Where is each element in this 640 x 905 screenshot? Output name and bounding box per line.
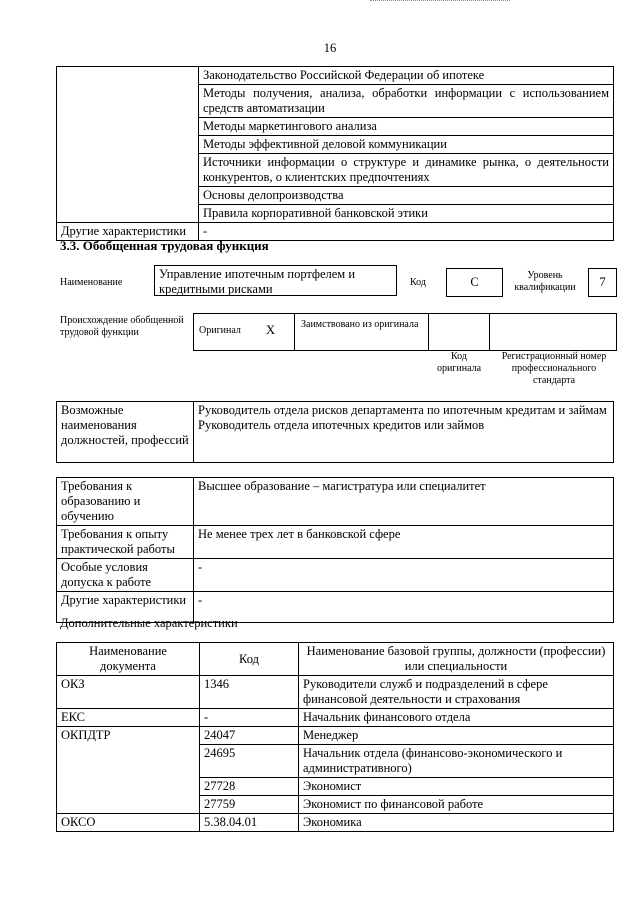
- doc-cell: [57, 796, 200, 814]
- doc-cell: ОКПДТР: [57, 727, 200, 745]
- borrowed-label: Заимствовано из оригинала: [301, 319, 419, 330]
- knowledge-row: Правила корпоративной банковской этики: [199, 205, 614, 223]
- requirement-value: -: [194, 592, 614, 623]
- scan-artifact: [370, 0, 510, 4]
- requirement-value: -: [194, 559, 614, 592]
- requirement-value: Высшее образование – магистратура или специалитет: [194, 478, 614, 526]
- code-cell: 24047: [200, 727, 299, 745]
- qualification-level: 7: [588, 268, 617, 297]
- code-cell: 27759: [200, 796, 299, 814]
- positions-values: [194, 402, 614, 463]
- requirement-label: Требования к образованию и обучению: [57, 478, 194, 526]
- page-number: 16: [323, 41, 337, 55]
- code-cell: -: [200, 709, 299, 727]
- knowledge-row: Методы эффективной деловой коммуникации: [199, 136, 614, 154]
- level-label: Уровень квалификации: [514, 270, 576, 293]
- knowledge-table: [56, 66, 614, 241]
- code-cell: 5.38.04.01: [200, 814, 299, 832]
- other-characteristics-value: -: [199, 223, 614, 241]
- origin-label: Происхождение обобщенной трудовой функции: [60, 315, 184, 338]
- doc-cell: ОКЗ: [57, 676, 200, 709]
- knowledge-row: Методы получения, анализа, обработки информации с использованием средств автоматизации: [199, 85, 614, 118]
- code-cell: 24695: [200, 745, 299, 778]
- requirements-table: [56, 477, 614, 623]
- positions-table: [56, 401, 614, 463]
- other-characteristics-label: Другие характеристики: [57, 223, 199, 241]
- position-item: Руководитель отдела ипотечных кредитов или займов: [198, 418, 485, 432]
- reg-number-caption: Регистрационный номер профессионального стандарта: [501, 351, 607, 386]
- doc-cell: [57, 778, 200, 796]
- requirement-label: Другие характеристики: [57, 592, 194, 623]
- original-label: Оригинал: [199, 325, 241, 336]
- group-cell: Начальник отдела (финансово-экономического и административного): [299, 745, 614, 778]
- section-title: 3.3. Обобщенная трудовая функция: [60, 238, 269, 253]
- doc-cell: ОКСО: [57, 814, 200, 832]
- group-cell: Менеджер: [299, 727, 614, 745]
- knowledge-row: Методы маркетингового анализа: [199, 118, 614, 136]
- knowledge-row: Основы делопроизводства: [199, 187, 614, 205]
- header-code: Код: [200, 643, 299, 676]
- original-mark: X: [266, 323, 276, 337]
- name-label: Наименование: [60, 277, 123, 288]
- positions-label: Возможные наименования должностей, профессий: [57, 402, 194, 463]
- extra-title: Дополнительные характеристики: [60, 616, 238, 630]
- function-code: C: [446, 268, 503, 297]
- knowledge-row: Законодательство Российской Федерации об ипотеке: [199, 67, 614, 85]
- group-cell: Начальник финансового отдела: [299, 709, 614, 727]
- code-label: Код: [410, 277, 426, 288]
- knowledge-label-cell: [57, 67, 199, 85]
- header-group: Наименование базовой группы, должности (профессии) или специальности: [299, 643, 614, 676]
- requirement-value: Не менее трех лет в банковской сфере: [194, 526, 614, 559]
- group-cell: Руководители служб и подразделений в сфере финансовой деятельности и страхования: [299, 676, 614, 709]
- doc-cell: [57, 745, 200, 778]
- requirement-label: Требования к опыту практической работы: [57, 526, 194, 559]
- group-cell: Экономика: [299, 814, 614, 832]
- group-cell: Экономист по финансовой работе: [299, 796, 614, 814]
- code-original-caption: Код оригинала: [436, 351, 482, 374]
- code-cell: 27728: [200, 778, 299, 796]
- function-name: Управление ипотечным портфелем и кредитными рисками: [154, 265, 397, 296]
- code-cell: 1346: [200, 676, 299, 709]
- knowledge-row: Источники информации о структуре и динамике рынка, о деятельности конкурентов, о клиентских предпочтениях: [199, 154, 614, 187]
- extra-table: [56, 642, 614, 832]
- header-document: Наименование документа: [57, 643, 200, 676]
- position-item: Руководитель отдела рисков департамента по ипотечным кредитам и займам: [198, 403, 607, 417]
- requirement-label: Особые условия допуска к работе: [57, 559, 194, 592]
- doc-cell: ЕКС: [57, 709, 200, 727]
- group-cell: Экономист: [299, 778, 614, 796]
